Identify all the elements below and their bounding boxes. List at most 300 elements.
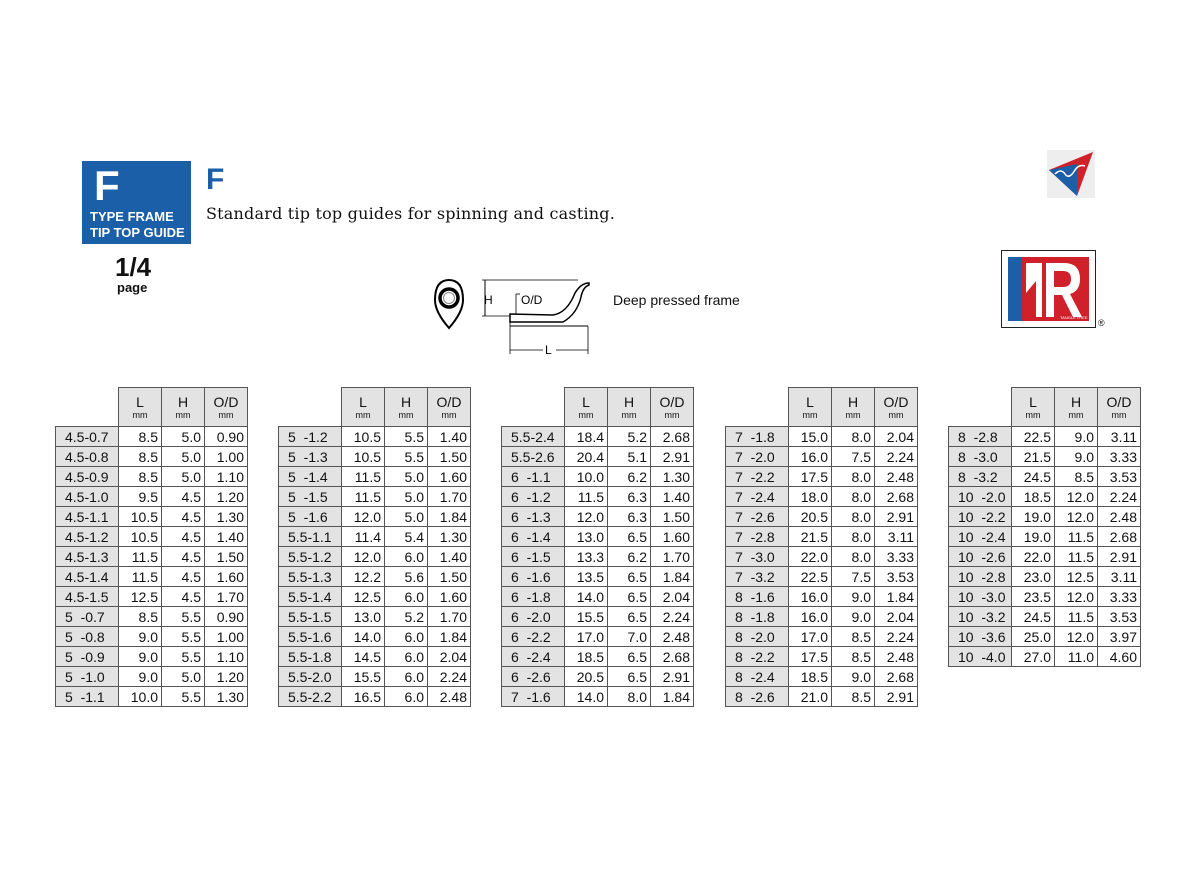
value-cell: 1.50 — [651, 507, 694, 527]
value-cell: 1.50 — [205, 547, 248, 567]
size-cell: 6 -2.4 — [502, 647, 565, 667]
value-cell: 16.5 — [342, 687, 385, 707]
column-label: L — [806, 394, 814, 410]
table-header-row — [279, 388, 471, 427]
table-row — [56, 487, 248, 507]
column-label: H — [177, 394, 189, 410]
column-unit: mm — [1068, 410, 1084, 420]
value-cell: 3.53 — [1098, 467, 1141, 487]
size-cell: 10 -2.0 — [949, 487, 1012, 507]
diagram-h-label: H — [484, 293, 493, 307]
value-cell: 4.5 — [162, 567, 205, 587]
value-cell: 21.5 — [1012, 447, 1055, 467]
size-cell: 4.5-0.8 — [56, 447, 119, 467]
value-cell: 1.50 — [428, 567, 471, 587]
size-cell: 4.5-1.1 — [56, 507, 119, 527]
value-cell: 17.0 — [789, 627, 832, 647]
size-cell: 8 -1.8 — [726, 607, 789, 627]
value-cell: 9.0 — [119, 647, 162, 667]
value-cell: 18.5 — [1012, 487, 1055, 507]
value-cell: 4.5 — [162, 587, 205, 607]
size-cell: 4.5-0.7 — [56, 427, 119, 447]
size-cell: 5.5-2.4 — [502, 427, 565, 447]
column-label: H — [623, 394, 635, 410]
frame-label: Deep pressed frame — [613, 292, 740, 308]
value-cell: 5.0 — [385, 467, 428, 487]
value-cell: 6.5 — [608, 527, 651, 547]
value-cell: 1.84 — [428, 627, 471, 647]
table-row — [56, 587, 248, 607]
size-cell: 7 -2.6 — [726, 507, 789, 527]
size-cell: 7 -2.4 — [726, 487, 789, 507]
value-cell: 1.20 — [205, 487, 248, 507]
value-cell: 1.84 — [428, 507, 471, 527]
size-cell: 10 -2.2 — [949, 507, 1012, 527]
value-cell: 2.04 — [651, 587, 694, 607]
value-cell: 24.5 — [1012, 467, 1055, 487]
size-cell: 8 -2.0 — [726, 627, 789, 647]
value-cell: 5.2 — [385, 607, 428, 627]
size-cell: 6 -1.5 — [502, 547, 565, 567]
table-row — [726, 507, 918, 527]
table-row — [502, 587, 694, 607]
size-cell: 7 -1.8 — [726, 427, 789, 447]
value-cell: 9.0 — [832, 587, 875, 607]
value-cell: 11.0 — [1055, 647, 1098, 667]
value-cell: 2.48 — [875, 647, 918, 667]
table-header-row — [502, 388, 694, 427]
size-cell: 7 -1.6 — [502, 687, 565, 707]
size-cell: 8 -2.4 — [726, 667, 789, 687]
value-cell: 8.0 — [832, 427, 875, 447]
value-cell: 10.0 — [119, 687, 162, 707]
value-cell: 27.0 — [1012, 647, 1055, 667]
value-cell: 2.68 — [651, 647, 694, 667]
size-cell: 7 -3.0 — [726, 547, 789, 567]
table-row — [279, 487, 471, 507]
value-cell: 1.30 — [651, 467, 694, 487]
column-header — [162, 388, 205, 427]
column-unit: mm — [1025, 410, 1041, 420]
size-cell: 10 -2.6 — [949, 547, 1012, 567]
table-row — [726, 567, 918, 587]
value-cell: 11.5 — [119, 547, 162, 567]
value-cell: 23.0 — [1012, 567, 1055, 587]
column-label: L — [582, 394, 590, 410]
value-cell: 2.68 — [875, 667, 918, 687]
page-word: page — [117, 280, 148, 295]
column-label: L — [136, 394, 144, 410]
size-cell: 10 -2.4 — [949, 527, 1012, 547]
table-row — [949, 427, 1141, 447]
column-unit: mm — [441, 410, 457, 420]
table-header-row — [56, 388, 248, 427]
value-cell: 3.11 — [1098, 567, 1141, 587]
value-cell: 8.0 — [832, 487, 875, 507]
diagram-od-label: O/D — [521, 293, 543, 307]
table-row — [726, 587, 918, 607]
value-cell: 3.33 — [1098, 587, 1141, 607]
size-cell: 5.5-1.8 — [279, 647, 342, 667]
table-row — [502, 607, 694, 627]
header-blank — [56, 388, 119, 427]
table-header-row — [726, 388, 918, 427]
value-cell: 6.5 — [608, 567, 651, 587]
value-cell: 8.0 — [832, 527, 875, 547]
table-row — [279, 527, 471, 547]
value-cell: 22.5 — [789, 567, 832, 587]
table-row — [949, 607, 1141, 627]
table-row — [949, 647, 1141, 667]
value-cell: 10.5 — [119, 507, 162, 527]
size-cell: 5.5-1.1 — [279, 527, 342, 547]
page-fraction: 1/4 — [115, 252, 152, 282]
svg-text:TANGLE FREE: TANGLE FREE — [1060, 315, 1088, 320]
value-cell: 1.84 — [875, 587, 918, 607]
value-cell: 17.5 — [789, 467, 832, 487]
value-cell: 6.0 — [385, 687, 428, 707]
table-row — [279, 447, 471, 467]
size-cell: 4.5-1.5 — [56, 587, 119, 607]
column-unit: mm — [888, 410, 904, 420]
table-row — [56, 427, 248, 447]
size-cell: 10 -4.0 — [949, 647, 1012, 667]
column-unit: mm — [578, 410, 594, 420]
column-label: H — [847, 394, 859, 410]
size-cell: 5.5-1.3 — [279, 567, 342, 587]
value-cell: 8.0 — [832, 467, 875, 487]
size-cell: 4.5-1.4 — [56, 567, 119, 587]
size-cell: 8 -2.2 — [726, 647, 789, 667]
value-cell: 1.10 — [205, 467, 248, 487]
value-cell: 12.0 — [565, 507, 608, 527]
value-cell: 10.5 — [342, 447, 385, 467]
value-cell: 1.60 — [651, 527, 694, 547]
page-title: F — [206, 163, 225, 196]
size-cell: 5 -0.9 — [56, 647, 119, 667]
value-cell: 12.5 — [342, 587, 385, 607]
size-cell: 6 -1.6 — [502, 567, 565, 587]
value-cell: 9.0 — [832, 667, 875, 687]
size-cell: 8 -3.0 — [949, 447, 1012, 467]
size-cell: 6 -2.0 — [502, 607, 565, 627]
value-cell: 8.5 — [119, 427, 162, 447]
value-cell: 5.0 — [162, 447, 205, 467]
column-unit: mm — [132, 410, 148, 420]
size-cell: 7 -2.0 — [726, 447, 789, 467]
table-row — [56, 527, 248, 547]
table-row — [949, 627, 1141, 647]
value-cell: 2.04 — [875, 427, 918, 447]
table-row — [279, 587, 471, 607]
table-row — [726, 467, 918, 487]
column-unit: mm — [218, 410, 234, 420]
value-cell: 4.5 — [162, 527, 205, 547]
value-cell: 20.5 — [789, 507, 832, 527]
value-cell: 13.5 — [565, 567, 608, 587]
value-cell: 2.68 — [651, 427, 694, 447]
size-cell: 6 -2.2 — [502, 627, 565, 647]
page-subtitle: Standard tip top guides for spinning and casting. — [206, 204, 616, 223]
value-cell: 11.5 — [565, 487, 608, 507]
value-cell: 3.11 — [1098, 427, 1141, 447]
value-cell: 15.5 — [342, 667, 385, 687]
value-cell: 5.5 — [162, 647, 205, 667]
value-cell: 4.5 — [162, 547, 205, 567]
value-cell: 2.24 — [428, 667, 471, 687]
value-cell: 12.5 — [119, 587, 162, 607]
value-cell: 8.0 — [608, 687, 651, 707]
value-cell: 12.0 — [1055, 487, 1098, 507]
value-cell: 4.60 — [1098, 647, 1141, 667]
fuji-brand-logo-icon — [1047, 150, 1095, 198]
value-cell: 20.5 — [565, 667, 608, 687]
column-header — [608, 388, 651, 427]
value-cell: 5.0 — [385, 487, 428, 507]
table-row — [279, 647, 471, 667]
value-cell: 5.4 — [385, 527, 428, 547]
size-cell: 10 -3.6 — [949, 627, 1012, 647]
value-cell: 15.0 — [789, 427, 832, 447]
value-cell: 4.5 — [162, 507, 205, 527]
registered-mark: ® — [1098, 318, 1105, 328]
value-cell: 9.0 — [832, 607, 875, 627]
value-cell: 1.30 — [205, 687, 248, 707]
value-cell: 11.4 — [342, 527, 385, 547]
size-cell: 7 -2.8 — [726, 527, 789, 547]
value-cell: 2.91 — [875, 507, 918, 527]
size-cell: 10 -3.2 — [949, 607, 1012, 627]
table-row — [279, 667, 471, 687]
value-cell: 3.53 — [1098, 607, 1141, 627]
value-cell: 7.5 — [832, 567, 875, 587]
value-cell: 12.0 — [1055, 587, 1098, 607]
table-header-row — [949, 388, 1141, 427]
value-cell: 1.70 — [651, 547, 694, 567]
size-cell: 10 -2.8 — [949, 567, 1012, 587]
value-cell: 9.0 — [1055, 427, 1098, 447]
value-cell: 1.30 — [428, 527, 471, 547]
value-cell: 3.33 — [875, 547, 918, 567]
column-header — [1012, 388, 1055, 427]
size-cell: 10 -3.0 — [949, 587, 1012, 607]
value-cell: 13.0 — [565, 527, 608, 547]
table-row — [279, 687, 471, 707]
table-row — [949, 587, 1141, 607]
value-cell: 9.0 — [1055, 447, 1098, 467]
value-cell: 11.5 — [1055, 607, 1098, 627]
value-cell: 6.0 — [385, 627, 428, 647]
size-cell: 5.5-2.0 — [279, 667, 342, 687]
value-cell: 12.0 — [1055, 627, 1098, 647]
value-cell: 11.5 — [119, 567, 162, 587]
table-row — [56, 567, 248, 587]
column-label: O/D — [659, 394, 685, 410]
value-cell: 22.5 — [1012, 427, 1055, 447]
value-cell: 8.5 — [119, 447, 162, 467]
value-cell: 1.60 — [428, 587, 471, 607]
value-cell: 7.0 — [608, 627, 651, 647]
column-header — [875, 388, 918, 427]
size-cell: 5.5-1.2 — [279, 547, 342, 567]
value-cell: 6.0 — [385, 667, 428, 687]
value-cell: 5.0 — [162, 667, 205, 687]
value-cell: 3.33 — [1098, 447, 1141, 467]
value-cell: 4.5 — [162, 487, 205, 507]
value-cell: 12.0 — [1055, 507, 1098, 527]
column-header — [651, 388, 694, 427]
value-cell: 2.68 — [875, 487, 918, 507]
value-cell: 6.0 — [385, 647, 428, 667]
value-cell: 2.24 — [875, 627, 918, 647]
table-row — [56, 687, 248, 707]
table-row — [56, 627, 248, 647]
value-cell: 3.97 — [1098, 627, 1141, 647]
column-header — [789, 388, 832, 427]
column-unit: mm — [355, 410, 371, 420]
table-row — [56, 467, 248, 487]
size-cell: 5.5-1.6 — [279, 627, 342, 647]
size-cell: 5 -1.2 — [279, 427, 342, 447]
value-cell: 1.40 — [651, 487, 694, 507]
value-cell: 8.5 — [1055, 467, 1098, 487]
value-cell: 3.53 — [875, 567, 918, 587]
value-cell: 9.5 — [119, 487, 162, 507]
value-cell: 6.0 — [385, 587, 428, 607]
value-cell: 22.0 — [789, 547, 832, 567]
value-cell: 9.0 — [119, 627, 162, 647]
value-cell: 11.5 — [342, 487, 385, 507]
value-cell: 17.0 — [565, 627, 608, 647]
table-row — [949, 487, 1141, 507]
value-cell: 16.0 — [789, 587, 832, 607]
value-cell: 24.5 — [1012, 607, 1055, 627]
table-row — [502, 627, 694, 647]
size-cell: 5 -1.3 — [279, 447, 342, 467]
guide-diagram — [428, 274, 598, 364]
value-cell: 1.70 — [428, 487, 471, 507]
column-label: L — [1029, 394, 1037, 410]
value-cell: 5.0 — [162, 427, 205, 447]
value-cell: 12.0 — [342, 547, 385, 567]
value-cell: 6.5 — [608, 667, 651, 687]
value-cell: 8.5 — [119, 607, 162, 627]
size-cell: 5 -1.6 — [279, 507, 342, 527]
table-row — [949, 547, 1141, 567]
value-cell: 18.5 — [565, 647, 608, 667]
table-row — [502, 427, 694, 447]
value-cell: 6.5 — [608, 607, 651, 627]
value-cell: 18.4 — [565, 427, 608, 447]
value-cell: 14.0 — [565, 687, 608, 707]
value-cell: 23.5 — [1012, 587, 1055, 607]
value-cell: 22.0 — [1012, 547, 1055, 567]
value-cell: 21.0 — [789, 687, 832, 707]
badge-line-2: TIP TOP GUIDE — [90, 225, 185, 240]
value-cell: 2.48 — [875, 467, 918, 487]
table-row — [502, 567, 694, 587]
size-cell: 5 -1.4 — [279, 467, 342, 487]
table-row — [502, 647, 694, 667]
size-cell: 8 -2.6 — [726, 687, 789, 707]
value-cell: 2.24 — [875, 447, 918, 467]
column-unit: mm — [175, 410, 191, 420]
value-cell: 8.5 — [119, 467, 162, 487]
table-row — [56, 607, 248, 627]
column-unit: mm — [802, 410, 818, 420]
size-cell: 6 -1.3 — [502, 507, 565, 527]
value-cell: 1.60 — [428, 467, 471, 487]
type-badge — [82, 161, 191, 244]
table-row — [279, 607, 471, 627]
diagram-l-label: L — [545, 343, 552, 357]
value-cell: 5.5 — [162, 607, 205, 627]
column-header — [832, 388, 875, 427]
value-cell: 1.60 — [205, 567, 248, 587]
size-table-4 — [725, 387, 918, 707]
table-row — [502, 487, 694, 507]
value-cell: 7.5 — [832, 447, 875, 467]
column-header — [385, 388, 428, 427]
value-cell: 16.0 — [789, 607, 832, 627]
value-cell: 5.5 — [385, 447, 428, 467]
size-cell: 5 -1.1 — [56, 687, 119, 707]
column-label: H — [1070, 394, 1082, 410]
value-cell: 12.2 — [342, 567, 385, 587]
value-cell: 2.91 — [651, 447, 694, 467]
value-cell: 2.04 — [428, 647, 471, 667]
column-unit: mm — [621, 410, 637, 420]
table-row — [279, 547, 471, 567]
value-cell: 1.70 — [428, 607, 471, 627]
value-cell: 1.40 — [428, 427, 471, 447]
value-cell: 1.30 — [205, 507, 248, 527]
value-cell: 5.1 — [608, 447, 651, 467]
value-cell: 8.5 — [832, 647, 875, 667]
value-cell: 0.90 — [205, 607, 248, 627]
table-row — [502, 467, 694, 487]
size-cell: 5 -0.8 — [56, 627, 119, 647]
value-cell: 2.91 — [1098, 547, 1141, 567]
value-cell: 6.3 — [608, 507, 651, 527]
value-cell: 6.5 — [608, 587, 651, 607]
table-row — [726, 547, 918, 567]
column-header — [342, 388, 385, 427]
table-row — [949, 527, 1141, 547]
size-cell: 6 -1.4 — [502, 527, 565, 547]
size-table-3 — [501, 387, 694, 707]
value-cell: 5.0 — [162, 467, 205, 487]
value-cell: 14.0 — [342, 627, 385, 647]
value-cell: 5.5 — [162, 687, 205, 707]
table-row — [279, 567, 471, 587]
value-cell: 11.5 — [1055, 527, 1098, 547]
table-row — [949, 507, 1141, 527]
column-label: O/D — [883, 394, 909, 410]
size-table-5 — [948, 387, 1141, 667]
value-cell: 13.0 — [342, 607, 385, 627]
table-row — [502, 667, 694, 687]
size-cell: 5 -1.0 — [56, 667, 119, 687]
size-cell: 6 -1.1 — [502, 467, 565, 487]
value-cell: 2.48 — [651, 627, 694, 647]
value-cell: 1.00 — [205, 627, 248, 647]
value-cell: 5.6 — [385, 567, 428, 587]
size-cell: 7 -3.2 — [726, 567, 789, 587]
table-row — [726, 487, 918, 507]
size-table-2 — [278, 387, 471, 707]
size-table-1 — [55, 387, 248, 707]
